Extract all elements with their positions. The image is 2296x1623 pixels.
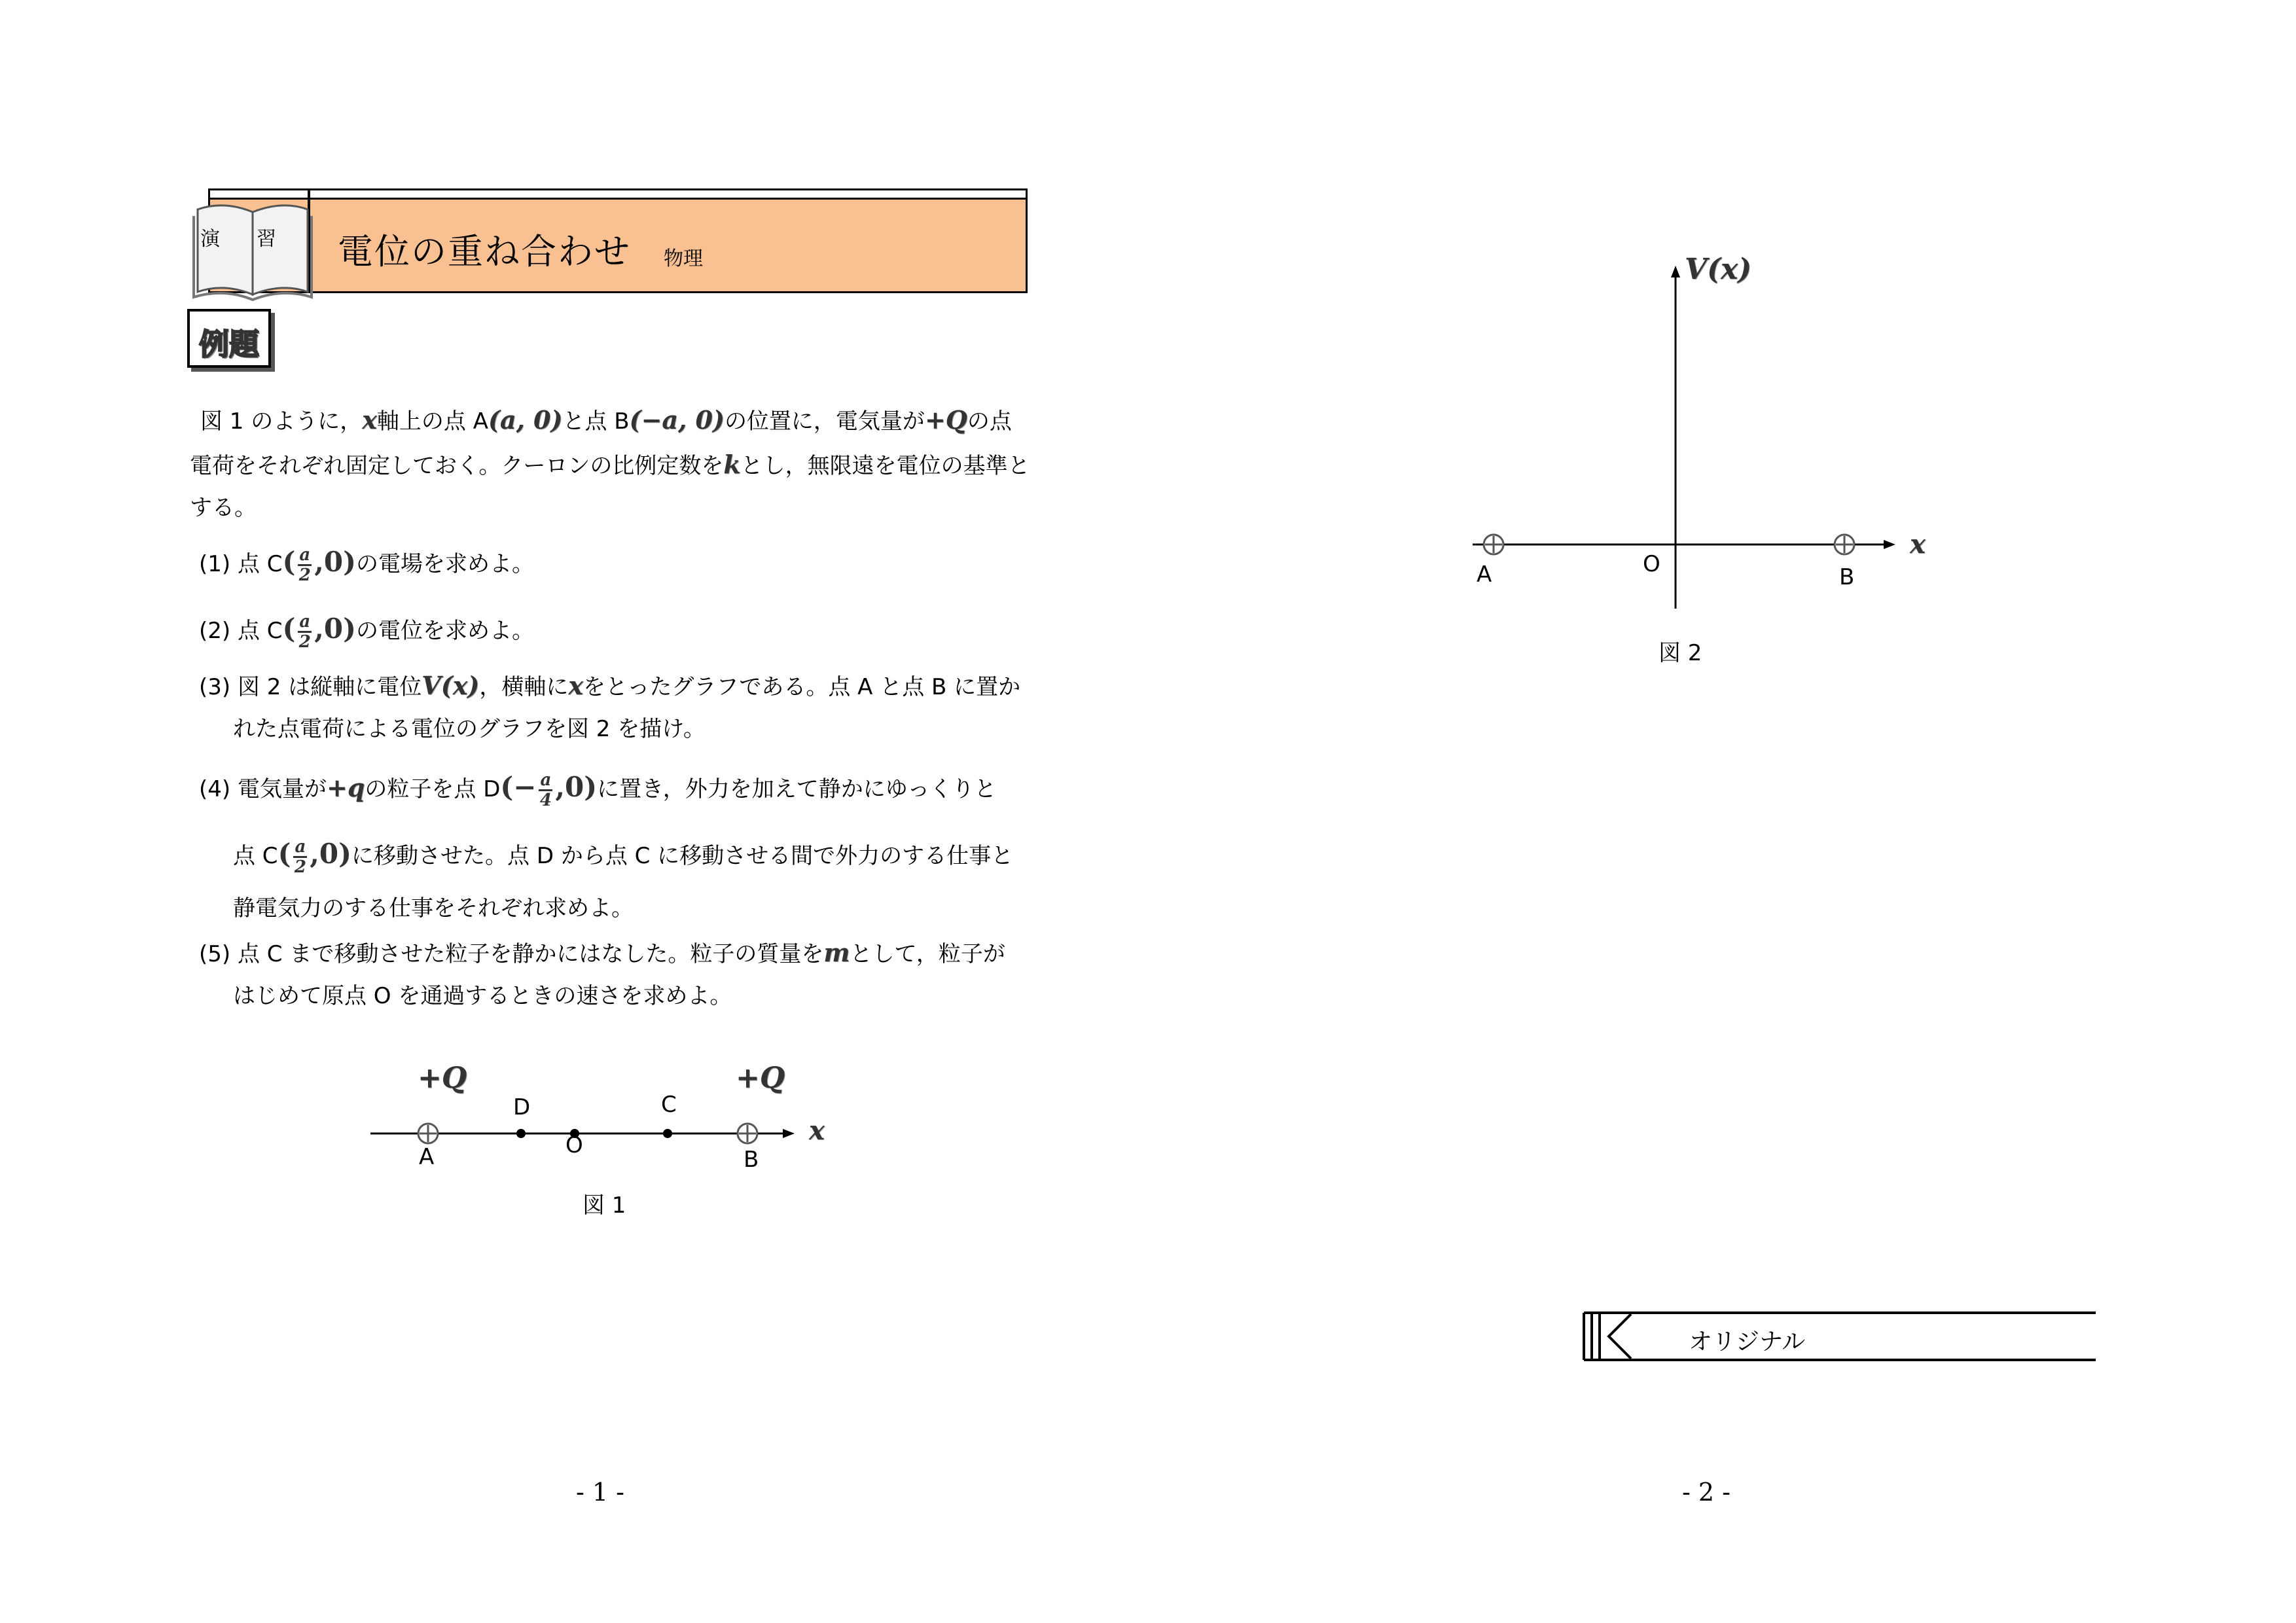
text: をとったグラフである。点 A と点 B に置か xyxy=(583,674,1021,700)
text: ，横軸に xyxy=(479,674,569,700)
question-2 xyxy=(199,613,534,651)
text: の電位を求めよ。 xyxy=(356,618,535,644)
text: 点 C まで移動させた粒子を静かにはなした。粒子の質量を xyxy=(237,941,824,967)
text: 点 C xyxy=(237,618,283,644)
question-3-line-1 xyxy=(199,673,1020,700)
fig1-label-d: D xyxy=(513,1094,531,1120)
math-zero: 0 xyxy=(319,838,339,870)
text: として，粒子が xyxy=(850,941,1005,967)
page-number-left: - 1 - xyxy=(576,1478,625,1507)
page-title: 電位の重ね合わせ xyxy=(338,231,631,272)
math-minus: − xyxy=(513,771,537,803)
original-tag-label: オリジナル xyxy=(1689,1329,1806,1355)
math-paren: ) xyxy=(343,613,357,645)
text: の電場を求めよ。 xyxy=(356,551,535,577)
fraction-numerator: a xyxy=(295,837,306,857)
question-4-line-1 xyxy=(199,771,996,810)
fraction-denominator: 2 xyxy=(298,632,311,652)
fig1-charge-b-icon xyxy=(738,1124,757,1143)
math-paren: ( xyxy=(278,838,291,870)
math-paren: ( xyxy=(500,771,514,803)
question-4-line-3: 静電気力のする仕事をそれぞれ求めよ。 xyxy=(233,895,634,921)
text: と点 B xyxy=(562,408,630,435)
math-zero: 0 xyxy=(323,546,344,578)
fig2-label-o: O xyxy=(1643,551,1660,577)
fig2-x-axis-arrow-icon xyxy=(1884,540,1895,549)
banner-top-line xyxy=(208,188,1028,198)
question-1 xyxy=(199,546,534,584)
fraction-a-over-2 xyxy=(298,546,312,584)
fig2-y-axis-label: V(x) xyxy=(1685,253,1752,286)
fraction-a-over-2 xyxy=(298,613,312,651)
math-comma: , xyxy=(314,546,324,578)
book-label-left: 演 xyxy=(200,228,220,251)
math-comma: , xyxy=(310,838,319,870)
figure-2-diagram xyxy=(1466,262,1911,615)
question-number: (2) xyxy=(199,618,231,644)
example-badge xyxy=(187,309,271,368)
text: 点 C xyxy=(237,551,283,577)
chevron-left-icon xyxy=(1609,1314,1631,1359)
math-point-a: (a, 0) xyxy=(488,405,563,435)
fig1-label-c: C xyxy=(661,1092,677,1118)
fraction-numerator: a xyxy=(540,770,552,790)
fraction-denominator: 2 xyxy=(298,565,311,585)
fig1-charge-right-label: +Q xyxy=(736,1061,785,1095)
text: に移動させた。点 D から点 C に移動させる間で外力のする仕事と xyxy=(351,843,1014,869)
math-comma: , xyxy=(555,771,565,803)
fig1-point-d xyxy=(516,1129,526,1138)
fraction-a-over-2 xyxy=(293,838,307,876)
math-k: k xyxy=(723,450,741,479)
math-zero: 0 xyxy=(323,613,344,645)
math-m: m xyxy=(823,938,850,967)
subject-label: 物理 xyxy=(664,247,703,270)
math-paren: ( xyxy=(282,546,296,578)
math-comma: , xyxy=(314,613,324,645)
text: の点 xyxy=(967,408,1012,435)
question-5-line-2: はじめて原点 O を通過するときの速さを求めよ。 xyxy=(233,983,732,1009)
text: 図 2 は縦軸に電位 xyxy=(237,674,422,700)
question-3-line-2: れた点電荷による電位のグラフを図 2 を描け。 xyxy=(233,716,706,742)
math-paren: ) xyxy=(338,838,352,870)
fig1-axis-label-x: x xyxy=(809,1115,825,1146)
text: 図 1 のように， xyxy=(200,408,363,435)
intro-line-2 xyxy=(190,452,1030,479)
question-number: (4) xyxy=(199,776,231,802)
fig2-charge-a-icon xyxy=(1484,535,1503,554)
question-number: (1) xyxy=(199,551,231,577)
question-number: (3) xyxy=(199,674,231,700)
fraction-denominator: 4 xyxy=(539,791,552,810)
fig1-label-a: A xyxy=(419,1144,435,1170)
fraction-a-over-4 xyxy=(539,771,552,810)
fig1-charge-a-icon xyxy=(418,1124,438,1143)
page-number-right: - 2 - xyxy=(1682,1478,1731,1507)
math-paren: ( xyxy=(282,613,296,645)
fig2-label-b: B xyxy=(1839,564,1855,590)
text: 点 C xyxy=(233,843,278,869)
question-5-line-1 xyxy=(199,940,1005,967)
original-tag-frame xyxy=(1581,1310,2096,1363)
intro-line-1 xyxy=(200,407,1012,435)
text: 軸上の点 A xyxy=(376,408,488,435)
fig2-label-a: A xyxy=(1477,562,1492,588)
fig1-point-c xyxy=(663,1129,672,1138)
intro-line-3: する。 xyxy=(190,495,257,521)
fig1-label-b: B xyxy=(744,1147,759,1173)
example-badge-text: 例題 xyxy=(199,327,259,362)
question-number: (5) xyxy=(199,941,231,967)
math-paren: ) xyxy=(584,771,598,803)
text: 電荷をそれぞれ固定しておく。クーロンの比例定数を xyxy=(190,453,724,479)
text: の粒子を点 D xyxy=(365,776,501,802)
math-charge-q: +q xyxy=(326,773,365,802)
fraction-denominator: 2 xyxy=(294,857,306,877)
fig1-charge-left-label: +Q xyxy=(418,1061,467,1095)
math-zero: 0 xyxy=(564,771,584,803)
math-charge-q: +Q xyxy=(924,405,967,435)
fig1-axis-arrow-icon xyxy=(783,1129,795,1138)
fig1-caption: 図 1 xyxy=(583,1192,626,1219)
text: の位置に，電気量が xyxy=(724,408,925,435)
text: とし，無限遠を電位の基準と xyxy=(740,453,1030,479)
question-4-line-2 xyxy=(233,838,1013,876)
math-x: x xyxy=(568,671,583,700)
fig1-label-o: O xyxy=(565,1132,583,1158)
fig2-charge-b-icon xyxy=(1835,535,1854,554)
fig2-v-axis-arrow-icon xyxy=(1671,266,1680,277)
math-v-of-x: V(x) xyxy=(422,671,480,700)
fig2-caption: 図 2 xyxy=(1659,640,1702,666)
fraction-numerator: a xyxy=(299,545,311,565)
math-paren: ) xyxy=(343,546,357,578)
math-x: x xyxy=(362,405,377,435)
fig2-x-axis-label: x xyxy=(1910,529,1926,560)
math-point-b: (−a, 0) xyxy=(629,405,725,435)
book-label-right: 習 xyxy=(257,228,276,251)
text: に置き，外力を加えて静かにゆっくりと xyxy=(597,776,997,802)
text: 電気量が xyxy=(237,776,327,802)
fraction-numerator: a xyxy=(299,612,311,632)
